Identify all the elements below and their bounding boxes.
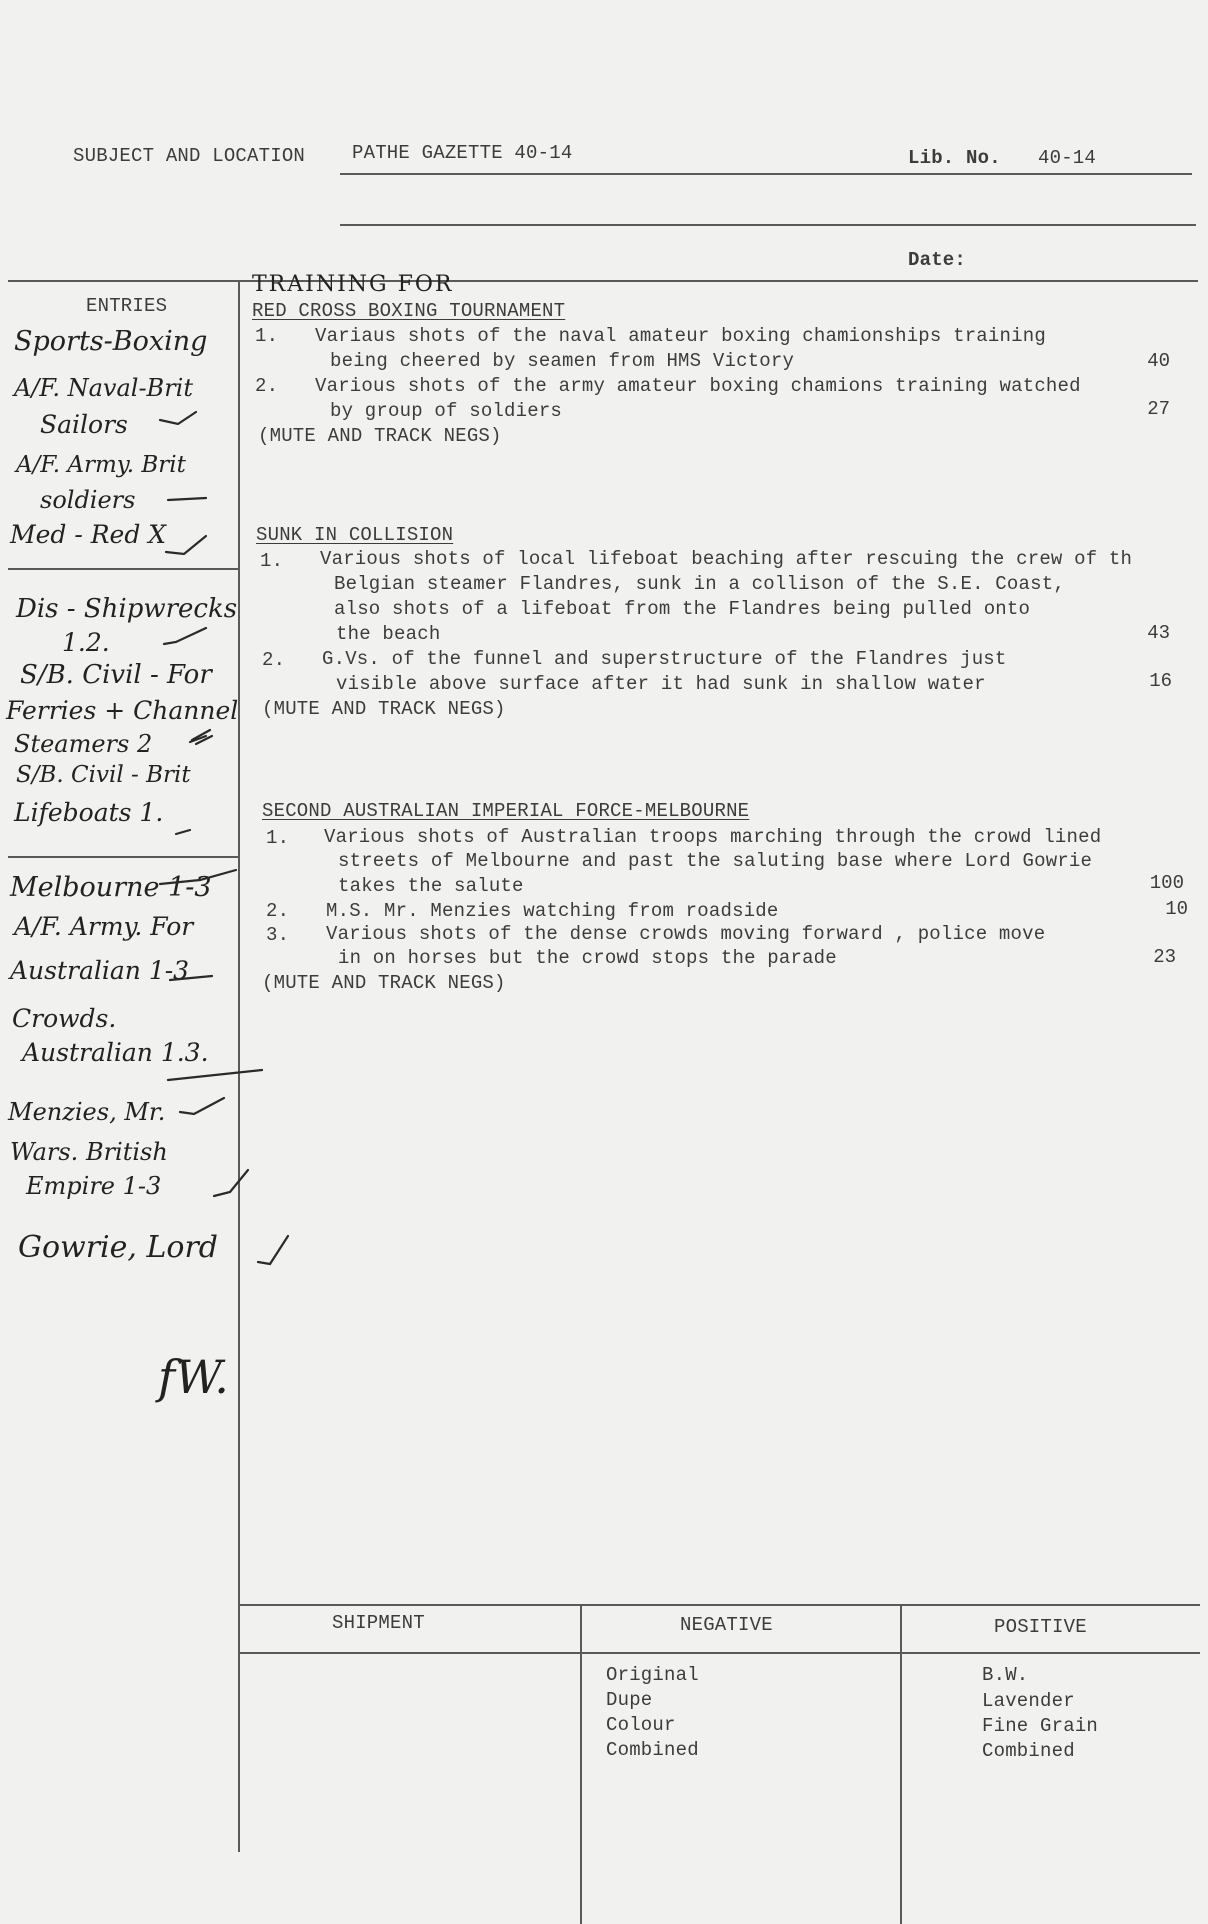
subject-value: PATHE GAZETTE 40-14 bbox=[352, 142, 573, 164]
shipment-header: SHIPMENT bbox=[332, 1612, 425, 1634]
hw-entry: S/B. Civil - For bbox=[20, 660, 212, 690]
item-line: Various shots of local lifeboat beaching after rescuing the crew of th bbox=[320, 548, 1133, 570]
item-number: 2. bbox=[255, 375, 279, 397]
lib-no-label: Lib. No. bbox=[908, 147, 1001, 169]
item-line: Variaus shots of the naval amateur boxing chamionships training bbox=[315, 325, 1046, 347]
footage-value: 16 bbox=[1149, 670, 1172, 692]
entries-column-divider bbox=[238, 282, 240, 1852]
item-line: Various shots of the army amateur boxing chamions training watched bbox=[315, 375, 1081, 397]
item-line: visible above surface after it had sunk in shallow water bbox=[336, 673, 986, 695]
check-mark-icon bbox=[190, 736, 206, 742]
item-line: streets of Melbourne and past the saluting base where Lord Gowrie bbox=[338, 850, 1093, 872]
check-mark-icon bbox=[180, 1098, 224, 1114]
item-number: 1. bbox=[255, 325, 279, 347]
subject-label: SUBJECT AND LOCATION bbox=[73, 145, 306, 167]
item-line: by group of soldiers bbox=[330, 400, 563, 422]
hw-entry: Australian 1-3 bbox=[10, 956, 190, 985]
footage-value: 27 bbox=[1147, 398, 1170, 420]
hw-entry: Sports-Boxing bbox=[14, 326, 208, 357]
item-line: Various shots of the dense crowds moving forward , police move bbox=[326, 923, 1046, 945]
footage-value: 10 bbox=[1165, 898, 1188, 920]
hw-entry: A/F. Army. For bbox=[14, 912, 194, 941]
negative-option: Dupe bbox=[606, 1689, 653, 1711]
check-mark-icon bbox=[176, 830, 190, 834]
negative-option: Combined bbox=[606, 1739, 699, 1761]
item-number: 3. bbox=[266, 924, 290, 946]
item-line: being cheered by seamen from HMS Victory bbox=[330, 350, 795, 372]
hw-entry: Australian 1.3. bbox=[22, 1038, 209, 1067]
table-top-rule bbox=[238, 1604, 1200, 1606]
item-line: G.Vs. of the funnel and superstructure of the Flandres just bbox=[322, 648, 1007, 670]
footage-value: 100 bbox=[1149, 872, 1184, 894]
item-number: 1. bbox=[266, 827, 290, 849]
check-mark-icon bbox=[258, 1236, 288, 1264]
hw-entry: Crowds. bbox=[12, 1004, 117, 1033]
hw-entry: Lifeboats 1. bbox=[14, 798, 164, 827]
hw-entry: Sailors bbox=[40, 410, 128, 439]
item-line: Various shots of Australian troops marching through the crowd lined bbox=[324, 826, 1102, 848]
item-line: also shots of a lifeboat from the Flandres being pulled onto bbox=[334, 598, 1031, 620]
positive-header: POSITIVE bbox=[994, 1616, 1087, 1638]
header-rule-3 bbox=[8, 280, 1198, 282]
story-title: RED CROSS BOXING TOURNAMENT bbox=[252, 300, 566, 322]
date-label: Date: bbox=[908, 249, 967, 271]
item-line: Belgian steamer Flandres, sunk in a collison of the S.E. Coast, bbox=[334, 573, 1065, 595]
item-number: 1. bbox=[260, 550, 284, 572]
table-divider-2 bbox=[900, 1604, 902, 1924]
item-line: takes the salute bbox=[338, 875, 524, 897]
hw-entry: Med - Red X bbox=[10, 520, 167, 549]
negative-option: Original bbox=[606, 1664, 699, 1686]
dash-mark-icon bbox=[168, 498, 206, 500]
hw-entry: 1.2. bbox=[62, 628, 110, 657]
positive-option: B.W. bbox=[982, 1664, 1029, 1686]
entries-label: ENTRIES bbox=[86, 295, 168, 317]
underline-mark-icon bbox=[168, 1070, 262, 1080]
check-mark-icon bbox=[214, 1170, 248, 1196]
footage-value: 40 bbox=[1147, 350, 1170, 372]
item-line: in on horses but the crowd stops the parade bbox=[338, 947, 837, 969]
story-annotation: TRAINING FOR bbox=[252, 272, 454, 297]
positive-option: Lavender bbox=[982, 1690, 1075, 1712]
hw-entry: S/B. Civil - Brit bbox=[16, 762, 191, 788]
check-mark-icon bbox=[164, 628, 206, 644]
header-rule-1 bbox=[340, 173, 1192, 175]
hw-entry: Ferries + Channel bbox=[6, 696, 239, 725]
hw-entry: Steamers 2 bbox=[14, 730, 153, 758]
check-mark-icon bbox=[160, 412, 196, 424]
footage-value: 23 bbox=[1153, 946, 1176, 968]
hw-entry: A/F. Army. Brit bbox=[16, 452, 186, 478]
hw-entry: soldiers bbox=[40, 486, 136, 514]
footage-value: 43 bbox=[1147, 622, 1170, 644]
hw-entry: Menzies, Mr. bbox=[8, 1098, 166, 1126]
hw-initials: fW. bbox=[158, 1350, 229, 1404]
lib-no-value: 40-14 bbox=[1038, 147, 1097, 169]
item-line: M.S. Mr. Menzies watching from roadside bbox=[326, 900, 779, 922]
table-divider-1 bbox=[580, 1604, 582, 1924]
hw-entry: A/F. Naval-Brit bbox=[14, 374, 193, 402]
hw-entry: Empire 1-3 bbox=[26, 1172, 162, 1200]
hw-entry: Melbourne 1-3 bbox=[10, 872, 212, 903]
hw-entry: Dis - Shipwrecks bbox=[16, 594, 238, 624]
table-header-rule bbox=[238, 1652, 1200, 1654]
check-mark-icon bbox=[166, 536, 206, 554]
hw-entry: Wars. British bbox=[10, 1138, 168, 1166]
positive-option: Combined bbox=[982, 1740, 1075, 1762]
story-note: (MUTE AND TRACK NEGS) bbox=[258, 425, 502, 447]
story-title: SECOND AUSTRALIAN IMPERIAL FORCE-MELBOURNE bbox=[262, 800, 750, 822]
item-number: 2. bbox=[262, 649, 286, 671]
story-note: (MUTE AND TRACK NEGS) bbox=[262, 972, 506, 994]
check-mark-icon bbox=[196, 736, 212, 744]
entries-divider-2 bbox=[8, 856, 238, 858]
story-title: SUNK IN COLLISION bbox=[256, 524, 454, 546]
negative-option: Colour bbox=[606, 1714, 676, 1736]
entries-divider-1 bbox=[8, 568, 238, 570]
hw-entry: Gowrie, Lord bbox=[18, 1230, 218, 1265]
check-mark-icon bbox=[192, 730, 210, 740]
header-rule-2 bbox=[340, 224, 1196, 226]
negative-header: NEGATIVE bbox=[680, 1614, 773, 1636]
item-number: 2. bbox=[266, 900, 290, 922]
story-note: (MUTE AND TRACK NEGS) bbox=[262, 698, 506, 720]
item-line: the beach bbox=[336, 623, 441, 645]
positive-option: Fine Grain bbox=[982, 1715, 1099, 1737]
